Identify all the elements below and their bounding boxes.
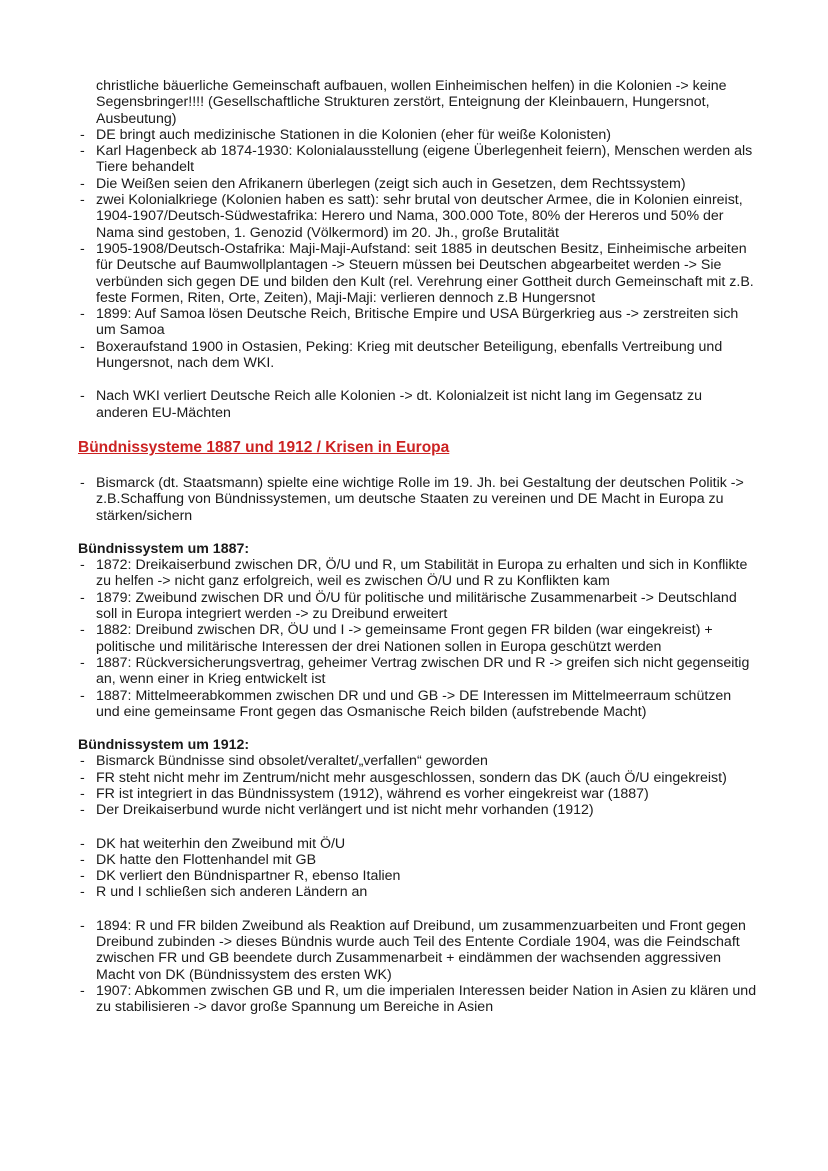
list-item: - 1872: Dreikaiserbund zwischen DR, Ö/U und R, um Stabilität in Europa zu erhalten und sich in Konflikte zu helfen -> nicht ganz erfolgreich, weil es zwischen Ö/U und R zu Konflikten kam xyxy=(78,557,758,590)
bismarck-list xyxy=(78,475,758,524)
list-item: - Die Weißen seien den Afrikanern überlegen (zeigt sich auch in Gesetzen, dem Rechtssystem) xyxy=(78,176,758,192)
list-item: - DE bringt auch medizinische Stationen in die Kolonien (eher für weiße Kolonisten) xyxy=(78,127,758,143)
list-1912-a xyxy=(78,753,758,818)
list-item: - DK hatte den Flottenhandel mit GB xyxy=(78,852,758,868)
list-item: - 1879: Zweibund zwischen DR und Ö/U für politische und militärische Zusammenarbeit -> Deutschland soll in Europa integriert werden -> zu Dreibund erweitert xyxy=(78,590,758,623)
list-item: - Bismarck (dt. Staatsmann) spielte eine wichtige Rolle im 19. Jh. bei Gestaltung der deutschen Politik -> z.B.Schaffung von Bündnissystemen, um deutsche Staaten zu vereinen und DE Macht in Europa zu stärken/sichern xyxy=(78,475,758,524)
list-item: - Boxeraufstand 1900 in Ostasien, Peking: Krieg mit deutscher Beteiligung, ebenfalls Vertreibung und Hungersnot, nach dem WKI. xyxy=(78,339,758,372)
list-item: - DK verliert den Bündnispartner R, ebenso Italien xyxy=(78,868,758,884)
list-item: - FR ist integriert in das Bündnissystem (1912), während es vorher eingekreist war (1887) xyxy=(78,786,758,802)
list-item: - 1905-1908/Deutsch-Ostafrika: Maji-Maji-Aufstand: seit 1885 in deutschen Besitz, Einheimische arbeiten für Deutsche auf Baumwollplantagen -> Steuern müssen bei Deutschen abgearbeitet werden -> Sie verbünden sich gegen DE und bilden den Kult (rel. Verehrung einer Gottheit durch Gemeinschaft mit z.B. feste Formen, Riten, Orte, Zeiten), Maji-Maji: verlieren dennoch z.B Hungersnot xyxy=(78,241,758,306)
list-item: - 1907: Abkommen zwischen GB und R, um die imperialen Interessen beider Nation in Asien zu klären und zu stabilisieren -> davor große Spannung um Bereiche in Asien xyxy=(78,983,758,1016)
list-item: - 1887: Rückversicherungsvertrag, geheimer Vertrag zwischen DR und R -> greifen sich nicht gegenseitig an, wenn einer in Krieg entwickelt ist xyxy=(78,655,758,688)
list-item: - Bismarck Bündnisse sind obsolet/veraltet/„verfallen“ geworden xyxy=(78,753,758,769)
list-item: - Nach WKI verliert Deutsche Reich alle Kolonien -> dt. Kolonialzeit ist nicht lang im Gegensatz zu anderen EU-Mächten xyxy=(78,388,758,421)
section-title: Bündnissysteme 1887 und 1912 / Krisen in Europa xyxy=(78,438,450,456)
list-item: - DK hat weiterhin den Zweibund mit Ö/U xyxy=(78,836,758,852)
list-item: - 1882: Dreibund zwischen DR, ÖU und I -> gemeinsame Front gegen FR bilden (war eingekreist) + politische und militärische Interessen der drei Nationen sollen in Europa geschützt werden xyxy=(78,622,758,655)
colonial-end-list xyxy=(78,388,758,421)
list-item: - Karl Hagenbeck ab 1874-1930: Kolonialausstellung (eigene Überlegenheit feiern), Menschen werden als Tiere behandelt xyxy=(78,143,758,176)
list-item: - 1899: Auf Samoa lösen Deutsche Reich, Britische Empire und USA Bürgerkrieg aus -> zerstreiten sich um Samoa xyxy=(78,306,758,339)
list-item: - zwei Kolonialkriege (Kolonien haben es satt): sehr brutal von deutscher Armee, die in Kolonien einreist, 1904-1907/Deutsch-Südwestafrika: Herero und Nama, 300.000 Tote, 80% der Hereros und 50% der Nama sind gestoben, 1. Genozid (Völkermord) im 20. Jh., große Brutalität xyxy=(78,192,758,241)
list-item: - 1894: R und FR bilden Zweibund als Reaktion auf Dreibund, um zusammenzuarbeiten und Front gegen Dreibund zubinden -> dieses Bündnis wurde auch Teil des Entente Cordiale 1904, was die Feindschaft zwischen FR und GB beendete durch Zusammenarbeit + eindämmen der wachsenden aggressiven Macht von DK (Bündnissystem des ersten WK) xyxy=(78,918,758,983)
list-1912-b xyxy=(78,836,758,901)
list-item: - R und I schließen sich anderen Ländern an xyxy=(78,884,758,900)
heading-1887: Bündnissystem um 1887: xyxy=(78,540,250,557)
list-1912-c xyxy=(78,918,758,1016)
document-page xyxy=(78,78,758,1016)
colonial-list xyxy=(78,127,758,371)
list-item: - FR steht nicht mehr im Zentrum/nicht mehr ausgeschlossen, sondern das DK (auch Ö/U eingekreist) xyxy=(78,770,758,786)
list-item: - Der Dreikaiserbund wurde nicht verlängert und ist nicht mehr vorhanden (1912) xyxy=(78,802,758,818)
heading-1912: Bündnissystem um 1912: xyxy=(78,737,250,754)
list-1887 xyxy=(78,557,758,720)
intro-continuation: christliche bäuerliche Gemeinschaft aufbauen, wollen Einheimischen helfen) in die Kolonien -> keine Segensbringer!!!! (Gesellschaftliche Strukturen zerstört, Enteignung der Kleinbauern, Hungersnot, Ausbeutung) xyxy=(96,78,727,127)
list-item: - 1887: Mittelmeerabkommen zwischen DR und und GB -> DE Interessen im Mittelmeerraum schützen und eine gemeinsame Front gegen das Osmanische Reich bilden (aufstrebende Macht) xyxy=(78,688,758,721)
